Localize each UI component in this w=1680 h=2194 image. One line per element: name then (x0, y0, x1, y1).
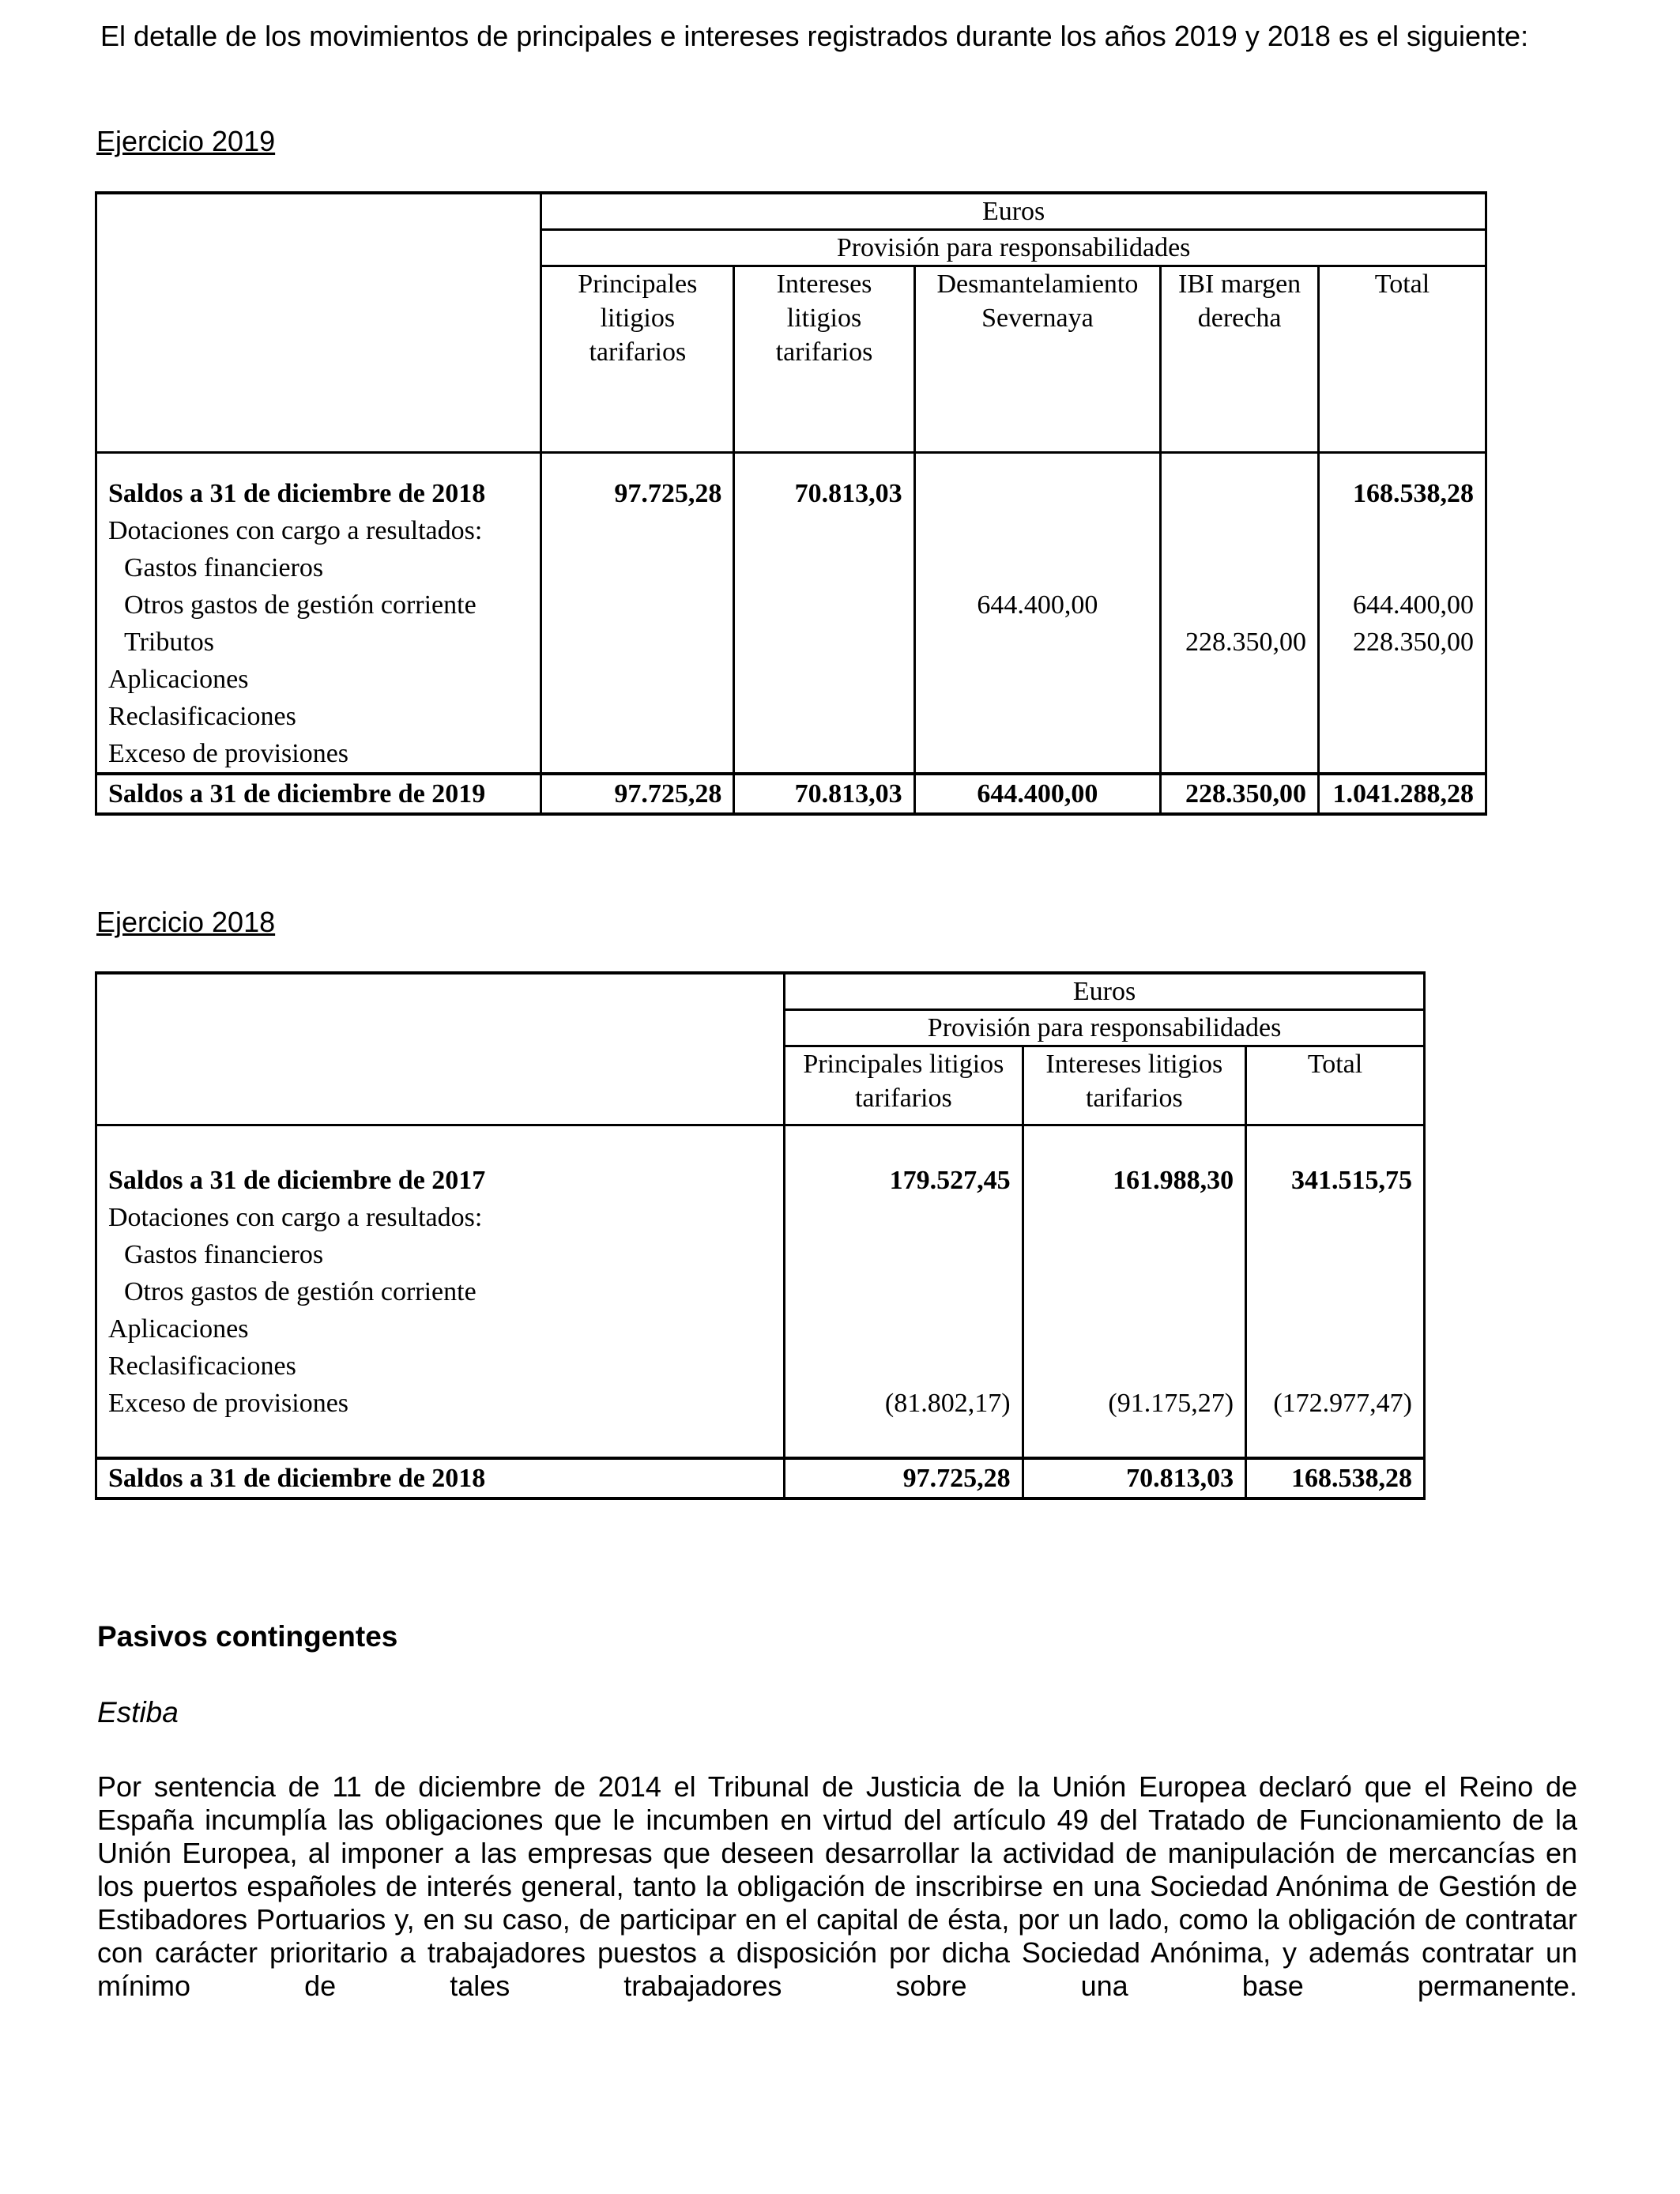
cell-value: 644.400,00 (914, 586, 1161, 624)
table-row (96, 1385, 1425, 1422)
table-ejercicio-2019 (95, 191, 1487, 816)
cell-value (914, 735, 1161, 774)
table-row-total (96, 774, 1486, 814)
heading-ejercicio-2019: Ejercicio 2019 (96, 125, 276, 157)
cell-value (1161, 475, 1319, 512)
cell-value (1023, 1236, 1246, 1273)
cell-value (1246, 1273, 1425, 1310)
cell-value (1023, 1348, 1246, 1385)
row-label: Exceso de provisiones (96, 735, 541, 774)
column-header: IBI margen derecha (1161, 266, 1319, 453)
subsection-title-estiba: Estiba (97, 1696, 179, 1728)
cell-value: 1.041.288,28 (1319, 774, 1486, 814)
row-label: Gastos financieros (96, 549, 541, 586)
row-label: Dotaciones con cargo a resultados: (96, 1199, 785, 1236)
row-label: Gastos financieros (96, 1236, 785, 1273)
table-row (96, 586, 1486, 624)
table-row (96, 698, 1486, 735)
cell-value: 228.350,00 (1319, 624, 1486, 661)
cell-value: 97.725,28 (785, 1458, 1023, 1498)
cell-value (1246, 1310, 1425, 1348)
table-row (96, 512, 1486, 549)
row-label: Saldos a 31 de diciembre de 2018 (96, 1458, 785, 1498)
cell-value (914, 549, 1161, 586)
cell-value (1319, 512, 1486, 549)
cell-value (734, 735, 914, 774)
heading-ejercicio-2018: Ejercicio 2018 (96, 906, 276, 938)
cell-value (785, 1236, 1023, 1273)
cell-value (734, 512, 914, 549)
cell-value (541, 549, 734, 586)
cell-value (1319, 661, 1486, 698)
cell-value (734, 661, 914, 698)
cell-value (1319, 698, 1486, 735)
row-label: Saldos a 31 de diciembre de 2017 (96, 1162, 785, 1199)
cell-value (1023, 1199, 1246, 1236)
table-row (96, 735, 1486, 774)
cell-value (785, 1348, 1023, 1385)
cell-value (914, 624, 1161, 661)
row-label: Reclasificaciones (96, 1348, 785, 1385)
column-header: Intereses litigios tarifarios (734, 266, 914, 453)
cell-value (1023, 1273, 1246, 1310)
cell-value (541, 586, 734, 624)
row-label: Exceso de provisiones (96, 1385, 785, 1422)
cell-value: 228.350,00 (1161, 624, 1319, 661)
cell-value: 228.350,00 (1161, 774, 1319, 814)
cell-value (541, 661, 734, 698)
cell-value: 644.400,00 (1319, 586, 1486, 624)
cell-value: 179.527,45 (785, 1162, 1023, 1199)
cell-value (541, 624, 734, 661)
row-label: Reclasificaciones (96, 698, 541, 735)
cell-value: 341.515,75 (1246, 1162, 1425, 1199)
cell-value (914, 475, 1161, 512)
cell-value (1246, 1199, 1425, 1236)
table-row (96, 624, 1486, 661)
cell-value (1319, 549, 1486, 586)
cell-value (541, 698, 734, 735)
header-blank-cell (96, 193, 541, 453)
cell-value: 644.400,00 (914, 774, 1161, 814)
table-row (96, 1348, 1425, 1385)
table-row (96, 1162, 1425, 1199)
cell-value (734, 586, 914, 624)
table-ejercicio-2018 (95, 971, 1426, 1500)
cell-value (1161, 512, 1319, 549)
header-group: Provisión para responsabilidades (541, 230, 1486, 266)
cell-value: (172.977,47) (1246, 1385, 1425, 1422)
cell-value (541, 512, 734, 549)
cell-value (734, 698, 914, 735)
column-header: Desmantelamiento Severnaya (914, 266, 1161, 453)
row-label: Aplicaciones (96, 1310, 785, 1348)
header-unit: Euros (785, 973, 1425, 1010)
cell-value (1246, 1236, 1425, 1273)
cell-value (1023, 1310, 1246, 1348)
cell-value (734, 624, 914, 661)
column-header: Total (1319, 266, 1486, 453)
body-paragraph: Por sentencia de 11 de diciembre de 2014 el Tribunal de Justicia de la Unión Europea declaró que el Reino de España incumplía las obligaciones que le incumben en virtud del artículo 49 del Tratado de Funcionamiento de la Unión Europea, al imponer a las empresas que deseen desarrollar la actividad de manipulación de mercancías en los puertos españoles de interés general, tanto la obligación de inscribirse en una Sociedad Anónima de Gestión de Estibadores Portuarios y, en su caso, de participar en el capital de ésta, por un lado, como la obligación de contratar con carácter prioritario a trabajadores puestos a disposición por dicha Sociedad Anónima, y además contratar un mínimo de tales trabajadores sobre una base permanente. (97, 1770, 1577, 2002)
cell-value (1161, 549, 1319, 586)
table-row-total (96, 1458, 1425, 1498)
cell-value: 70.813,03 (1023, 1458, 1246, 1498)
column-header: Intereses litigios tarifarios (1023, 1046, 1246, 1125)
row-label: Dotaciones con cargo a resultados: (96, 512, 541, 549)
cell-value: 168.538,28 (1319, 475, 1486, 512)
cell-value (914, 661, 1161, 698)
intro-paragraph: El detalle de los movimientos de principales e intereses registrados durante los años 2019 y 2018 es el siguiente: (100, 20, 1529, 52)
column-header: Principales litigios tarifarios (541, 266, 734, 453)
cell-value: 70.813,03 (734, 774, 914, 814)
cell-value (914, 512, 1161, 549)
table-row (96, 549, 1486, 586)
cell-value (785, 1310, 1023, 1348)
cell-value (1161, 735, 1319, 774)
table-row (96, 1310, 1425, 1348)
cell-value: 97.725,28 (541, 774, 734, 814)
section-title-pasivos: Pasivos contingentes (97, 1620, 398, 1653)
table-row (96, 475, 1486, 512)
cell-value: 70.813,03 (734, 475, 914, 512)
column-header: Total (1246, 1046, 1425, 1125)
cell-value (734, 549, 914, 586)
cell-value (785, 1273, 1023, 1310)
table-row (96, 661, 1486, 698)
column-header: Principales litigios tarifarios (785, 1046, 1023, 1125)
row-label: Otros gastos de gestión corriente (96, 1273, 785, 1310)
cell-value: (91.175,27) (1023, 1385, 1246, 1422)
header-unit: Euros (541, 193, 1486, 230)
row-label: Saldos a 31 de diciembre de 2019 (96, 774, 541, 814)
row-label: Saldos a 31 de diciembre de 2018 (96, 475, 541, 512)
header-group: Provisión para responsabilidades (785, 1010, 1425, 1046)
cell-value (914, 698, 1161, 735)
table-row (96, 1236, 1425, 1273)
cell-value (1161, 661, 1319, 698)
row-label: Tributos (96, 624, 541, 661)
cell-value (1161, 698, 1319, 735)
table-row (96, 1273, 1425, 1310)
header-blank-cell (96, 973, 785, 1125)
cell-value (1319, 735, 1486, 774)
table-row (96, 1199, 1425, 1236)
cell-value (785, 1199, 1023, 1236)
row-label: Otros gastos de gestión corriente (96, 586, 541, 624)
row-label: Aplicaciones (96, 661, 541, 698)
cell-value (541, 735, 734, 774)
cell-value: (81.802,17) (785, 1385, 1023, 1422)
cell-value (1246, 1348, 1425, 1385)
cell-value: 161.988,30 (1023, 1162, 1246, 1199)
cell-value: 168.538,28 (1246, 1458, 1425, 1498)
cell-value (1161, 586, 1319, 624)
cell-value: 97.725,28 (541, 475, 734, 512)
